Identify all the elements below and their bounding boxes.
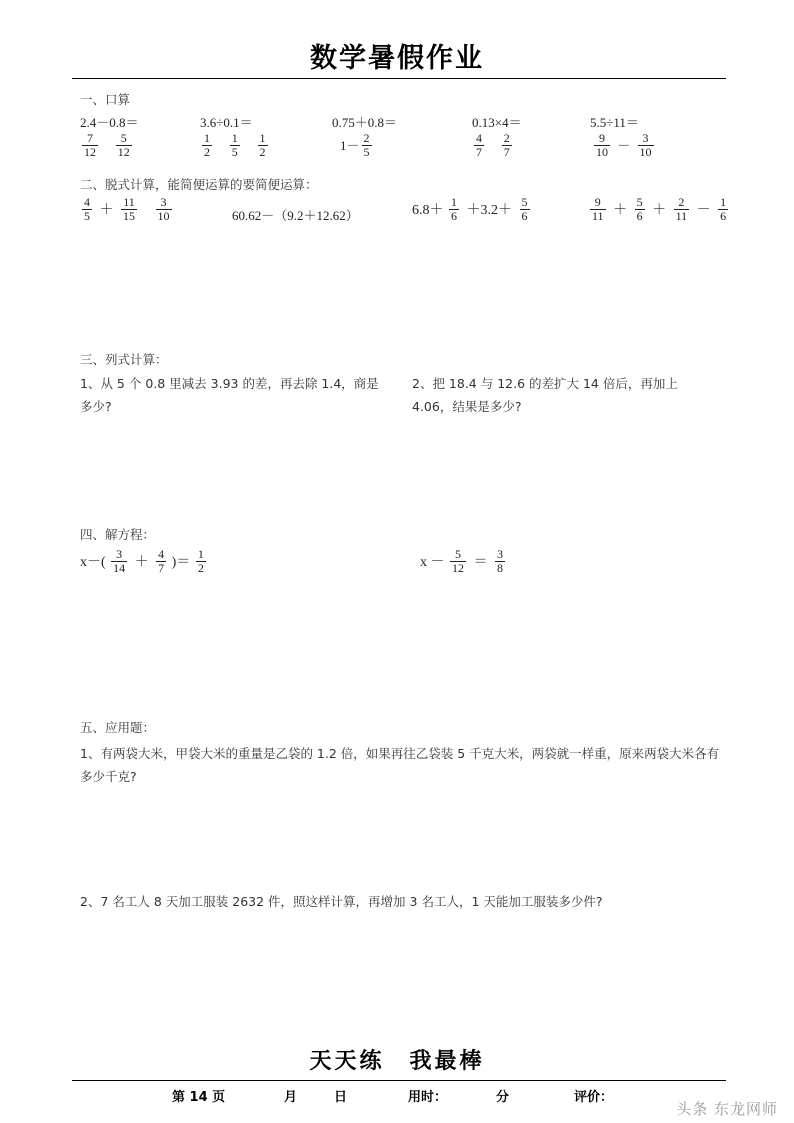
fraction: $\frac{1}{6}$ <box>451 195 457 224</box>
oral-item-9 <box>472 132 514 160</box>
fraction: $\frac{5}{6}$ <box>636 195 643 224</box>
oral-item-1: 2.4－0.8＝ <box>80 115 139 130</box>
oral-item-8: 1－ $\frac{2}{5}$ <box>340 131 370 160</box>
fraction: $\frac{4}{7}$ <box>476 131 482 160</box>
fraction: $\frac{7}{12}$ <box>84 131 96 160</box>
fraction: $\frac{2}{11}$ <box>675 195 688 224</box>
fraction: $\frac{11}{15}$ <box>123 195 135 224</box>
section-heading-application: 五、应用题： <box>80 720 156 735</box>
score-label: 评价： <box>574 1090 614 1105</box>
oral-item-3: 0.75＋0.8＝ <box>332 115 398 130</box>
section-heading-simplify: 二、脱式计算，能简便运算的要简便运算： <box>80 177 318 192</box>
section-heading-oral: 一、口算 <box>80 92 131 107</box>
fraction: $\frac{5}{6}$ <box>521 195 528 224</box>
fraction: $\frac{2}{5}$ <box>363 131 370 160</box>
fraction: $\frac{3}{10}$ <box>157 195 170 224</box>
header-divider <box>72 78 726 79</box>
fraction: $\frac{5}{12}$ <box>117 131 130 160</box>
minute-label: 分 <box>496 1090 510 1105</box>
equation-item-1: x－( $\frac{3}{14}$ ＋ $\frac{4}{7}$ )＝ $\frac{1}{2}$ <box>80 547 204 576</box>
oral-item-6 <box>80 132 134 160</box>
fraction: $\frac{5}{12}$ <box>452 547 464 576</box>
oral-item-7 <box>200 132 270 160</box>
application-problem-1: 1、有两袋大米，甲袋大米的重量是乙袋的 1.2 倍，如果再往乙袋装 5 千克大米，两袋就一样重，原来两袋大米各有多少千克? <box>80 746 720 785</box>
fraction: $\frac{3}{8}$ <box>497 547 503 576</box>
oral-item-4: 0.13×4＝ <box>472 115 522 130</box>
fraction: $\frac{1}{2}$ <box>204 131 210 160</box>
fraction: $\frac{9}{11}$ <box>592 195 604 224</box>
fraction: $\frac{1}{6}$ <box>720 195 727 224</box>
fraction: $\frac{1}{5}$ <box>231 131 238 160</box>
section-heading-column: 三、列式计算： <box>80 352 168 367</box>
page-title: 数学暑假作业 <box>310 43 484 74</box>
column-problem-1: 1、从 5 个 0.8 里减去 3.93 的差，再去除 1.4，商是多少? <box>80 376 379 415</box>
footer-divider <box>72 1080 726 1081</box>
oral-item-2: 3.6÷0.1＝ <box>200 115 253 130</box>
application-problem-2: 2、7 名工人 8 天加工服装 2632 件，照这样计算，再增加 3 名工人，1 天能加工服装多少件? <box>80 894 603 909</box>
fraction: $\frac{3}{10}$ <box>639 131 652 160</box>
column-problem-2: 2、把 18.4 与 12.6 的差扩大 14 倍后，再加上 4.06，结果是多少? <box>412 376 678 415</box>
equation-item-2: x － $\frac{5}{12}$ ＝ $\frac{3}{8}$ <box>420 547 503 576</box>
footer-row <box>72 1086 726 1108</box>
month-label: 月 <box>284 1090 298 1105</box>
page-number-label: 第 14 页 <box>172 1090 226 1105</box>
fraction: $\frac{1}{2}$ <box>259 131 266 160</box>
watermark: 头条 东龙网师 <box>676 1100 778 1118</box>
fraction: $\frac{2}{7}$ <box>503 131 510 160</box>
section-heading-equation: 四、解方程： <box>80 527 156 542</box>
fraction: $\frac{9}{10}$ <box>596 131 608 160</box>
simplify-item-4: $\frac{9}{11}$ ＋ $\frac{5}{6}$ ＋ $\frac{2}{11}$ － $\frac{1}{6}$ <box>592 195 727 224</box>
oral-item-10: $\frac{9}{10}$ － $\frac{3}{10}$ <box>596 131 652 160</box>
day-label: 日 <box>334 1090 348 1105</box>
simplify-item-2: 60.62－（9.2＋12.62） <box>232 208 359 223</box>
fraction: $\frac{1}{2}$ <box>197 547 204 576</box>
simplify-item-1: $\frac{4}{5}$ ＋ $\frac{11}{15}$ $\frac{3}{10}$ <box>84 195 170 224</box>
fraction: $\frac{3}{14}$ <box>113 547 126 576</box>
oral-item-5: 5.5÷11＝ <box>590 115 639 130</box>
simplify-item-3: 6.8＋ $\frac{1}{6}$ ＋3.2＋ $\frac{5}{6}$ <box>412 195 528 224</box>
fraction: $\frac{4}{7}$ <box>158 547 165 576</box>
fraction: $\frac{4}{5}$ <box>84 195 90 224</box>
time-used-label: 用时： <box>408 1090 448 1105</box>
footer-slogan: 天天练 我最棒 <box>309 1049 485 1074</box>
